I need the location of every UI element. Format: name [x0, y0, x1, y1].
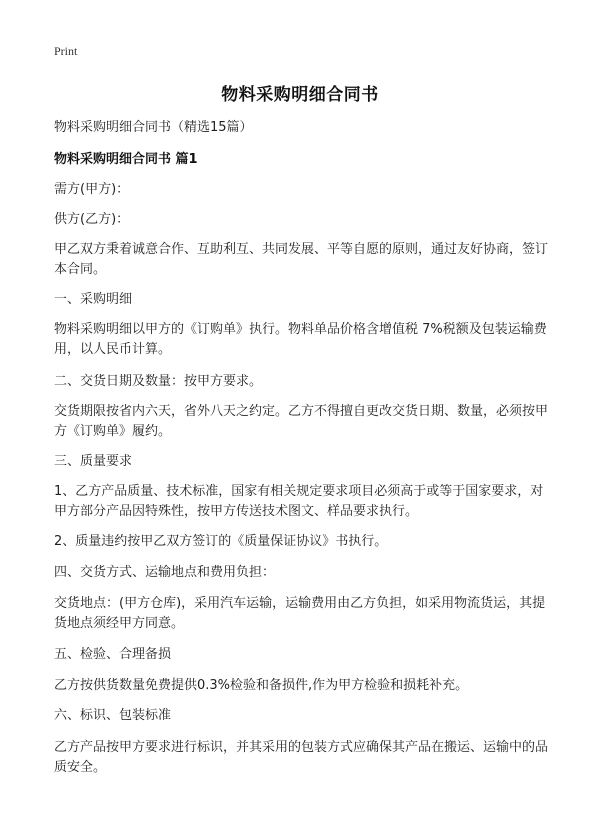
clause-3-item-1: 1、乙方产品质量、技术标准，国家有相关规定要求项目必须高于或等于国家要求，对甲方部分产品因特殊性，按甲方传送技术图文、样品要求执行。 [54, 484, 544, 519]
clause-6-paragraph: 乙方产品按甲方要求进行标识，并其采用的包装方式应确保其产品在搬运、运输中的品质安全。 [54, 740, 549, 775]
clause-5-paragraph: 乙方按供货数量免费提供0.3%检验和备损件,作为甲方检验和损耗补充。 [54, 678, 469, 693]
clause-1-paragraph: 物料采购明细以甲方的《订购单》执行。物料单品价格含增值税 7%税额及包装运输费用，以人民币计算。 [54, 322, 547, 357]
clause-heading-4: 四、交货方式、运输地点和费用负担： [54, 565, 276, 580]
party-a-line: 需方(甲方)： [54, 182, 130, 197]
party-b-line: 供方(乙方)： [54, 212, 130, 227]
print-label: Print [54, 44, 78, 58]
document-subtitle: 物料采购明细合同书（精选15篇） [54, 120, 253, 135]
clause-4-paragraph: 交货地点：(甲方仓库)，采用汽车运输，运输费用由乙方负担，如采用物流货运，其提货地点须经甲方同意。 [54, 596, 546, 631]
clause-heading-1: 一、采购明细 [54, 292, 133, 307]
clause-heading-6: 六、标识、包装标准 [54, 708, 172, 723]
clause-heading-2: 二、交货日期及数量：按甲方要求。 [54, 374, 263, 389]
section-heading: 物料采购明细合同书 篇1 [54, 152, 198, 167]
clause-3-item-2: 2、质量违约按甲乙双方签订的《质量保证协议》书执行。 [54, 534, 388, 549]
preamble-paragraph: 甲乙双方秉着诚意合作、互助利互、共同发展、平等自愿的原则，通过友好协商，签订本合同。 [54, 242, 549, 277]
clause-heading-3: 三、质量要求 [54, 454, 133, 469]
clause-2-paragraph: 交货期限按省内六天，省外八天之约定。乙方不得擅自更改交货日期、数量，必须按甲方《订购单》履约。 [54, 404, 549, 439]
clause-heading-5: 五、检验、合理备损 [54, 647, 172, 662]
document-title: 物料采购明细合同书 [221, 85, 379, 105]
